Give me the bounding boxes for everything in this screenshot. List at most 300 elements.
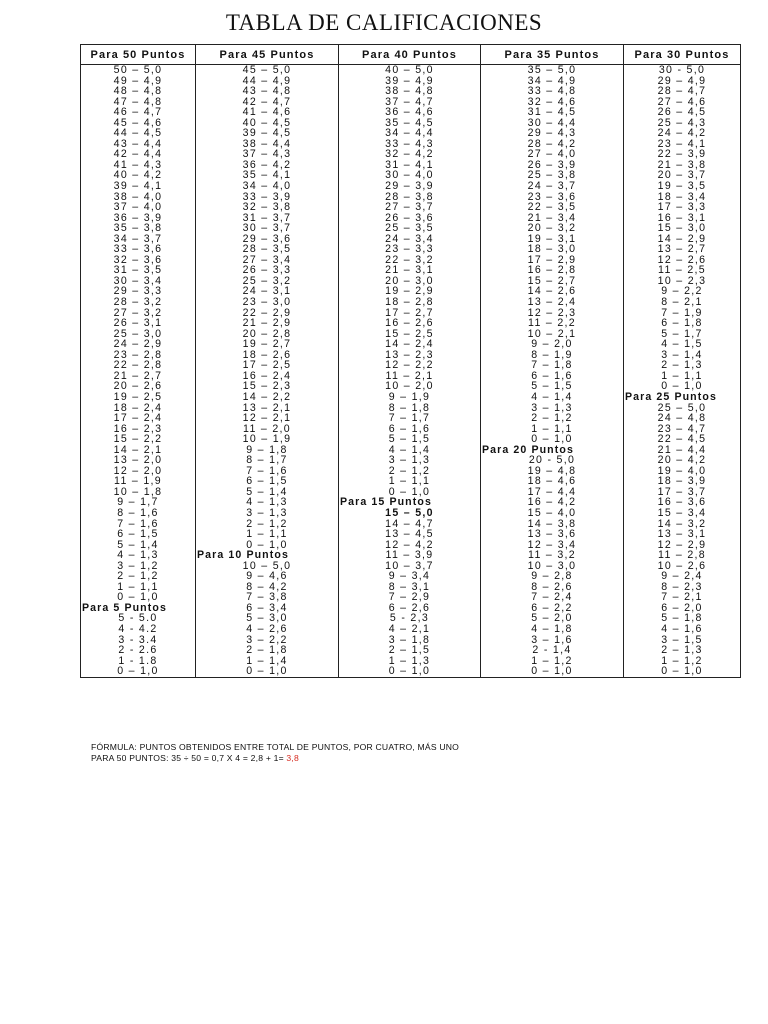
grade-cell: 15 – 2,3 [196,381,339,392]
grade-cell: 34 – 4,4 [339,128,481,139]
grade-cell: 41 – 4,6 [196,107,339,118]
grade-cell: 2 - 1,4 [481,645,624,656]
grade-cell: 26 – 3,6 [339,213,481,224]
grade-cell: 28 – 4,2 [481,139,624,150]
grade-cell: 25 – 3,5 [339,223,481,234]
grade-cell: 9 – 4,6 [196,571,339,582]
grade-cell: 27 – 3,7 [339,202,481,213]
grade-cell: 20 – 4,2 [624,455,741,466]
grade-cell: 4 – 1,4 [481,392,624,403]
grade-cell: 0 – 1,0 [624,381,741,392]
table-row [81,76,741,87]
grade-cell: 1 – 1,1 [624,371,741,382]
grade-cell: 31 – 4,5 [481,107,624,118]
grade-cell: 2 – 1,2 [81,571,196,582]
grade-cell: 5 – 1,4 [196,487,339,498]
grade-cell: 40 – 5,0 [339,65,481,76]
table-row [81,244,741,255]
grade-cell: 1 – 1,2 [481,656,624,667]
grade-cell: 16 – 2,4 [196,371,339,382]
grade-cell: 13 – 4,5 [339,529,481,540]
table-row [81,276,741,287]
grade-cell: 5 – 2,0 [481,613,624,624]
grade-cell: 31 – 3,7 [196,213,339,224]
table-row [81,308,741,319]
grade-cell: 6 – 3,4 [196,603,339,614]
grade-cell: 18 – 2,6 [196,350,339,361]
grade-cell: 9 – 1,9 [339,392,481,403]
grade-cell: 5 – 1,5 [339,434,481,445]
grade-cell: 16 – 2,3 [81,424,196,435]
grade-cell: 7 – 2,1 [624,592,741,603]
grade-cell: 4 – 1,4 [339,445,481,456]
grade-cell: 17 – 2,9 [481,255,624,266]
grade-cell: 8 – 1,8 [339,403,481,414]
grade-cell: 13 – 3,1 [624,529,741,540]
header-row [81,45,741,65]
grade-cell: 42 – 4,7 [196,97,339,108]
grade-cell: 23 – 4,7 [624,424,741,435]
grade-cell: 3 – 1,3 [481,403,624,414]
grade-cell: 17 – 3,7 [624,487,741,498]
grade-cell: 7 – 1,8 [481,360,624,371]
grade-cell: 43 – 4,4 [81,139,196,150]
grade-cell: 29 – 4,3 [481,128,624,139]
grade-cell: 11 – 2,5 [624,265,741,276]
grade-cell: 21 – 2,7 [81,371,196,382]
grade-cell: 21 – 3,1 [339,265,481,276]
table-row [81,519,741,530]
grade-cell: 16 – 3,6 [624,497,741,508]
grade-cell: 8 – 4,2 [196,582,339,593]
grade-cell: 29 – 4,9 [624,76,741,87]
grade-cell: 38 – 4,0 [81,192,196,203]
grade-cell: 28 – 3,5 [196,244,339,255]
table-row [81,65,741,76]
grade-cell: 37 – 4,3 [196,149,339,160]
grade-cell: 12 – 3,4 [481,540,624,551]
grade-cell: 30 – 3,7 [196,223,339,234]
grade-cell: 33 – 3,9 [196,192,339,203]
table-row [81,466,741,477]
grade-cell: 0 – 1,0 [624,666,741,677]
grade-cell: 40 – 4,2 [81,170,196,181]
grade-cell: 0 – 1,0 [481,666,624,677]
table-row [81,160,741,171]
formula-note: FÓRMULA: PUNTOS OBTENIDOS ENTRE TOTAL DE PUNTOS, POR CUATRO, MÁS UNO [91,742,460,752]
grade-cell: 24 – 2,9 [81,339,196,350]
grade-cell: 15 – 2,5 [339,329,481,340]
grade-cell: 38 – 4,4 [196,139,339,150]
table-row [81,571,741,582]
grade-cell: 13 – 2,3 [339,350,481,361]
grade-cell: 44 – 4,9 [196,76,339,87]
grade-cell: 5 - 5.0 [81,613,196,624]
grade-cell: 11 – 2,2 [481,318,624,329]
grade-cell: 26 – 4,5 [624,107,741,118]
grade-cell: 16 – 3,1 [624,213,741,224]
grade-cell: 30 - 5,0 [624,65,741,76]
grade-cell: 1 - 1.8 [81,656,196,667]
table-row [81,635,741,646]
grade-cell: 45 – 4,6 [81,118,196,129]
grade-cell: 30 – 4,0 [339,170,481,181]
grade-cell: 7 – 1,7 [339,413,481,424]
grade-cell: 19 – 2,7 [196,339,339,350]
grade-cell: 38 – 4,8 [339,86,481,97]
grade-cell: 16 – 4,2 [481,497,624,508]
grade-cell: 13 – 2,4 [481,297,624,308]
grades-table [80,44,741,678]
grade-cell: 10 – 5,0 [196,561,339,572]
grade-cell: 2 – 1,2 [481,413,624,424]
grade-cell: 13 – 2,1 [196,403,339,414]
grade-cell: 36 – 4,6 [339,107,481,118]
grade-cell: 9 – 2,0 [481,339,624,350]
grade-cell: 32 – 3,8 [196,202,339,213]
table-row [81,645,741,656]
grade-cell: 26 – 3,3 [196,265,339,276]
grade-cell: 22 – 3,9 [624,149,741,160]
grade-cell: 27 – 3,4 [196,255,339,266]
grade-cell: 1 – 1,1 [481,424,624,435]
grade-cell: 12 – 2,2 [339,360,481,371]
grade-cell: 29 – 3,3 [81,286,196,297]
grade-cell: 18 – 3,0 [481,244,624,255]
grade-cell: 10 – 2,1 [481,329,624,340]
grade-cell: 12 – 2,1 [196,413,339,424]
grade-cell: 22 – 3,5 [481,202,624,213]
grade-cell: 6 – 1,6 [339,424,481,435]
table-row [81,286,741,297]
grade-cell: 4 – 2,1 [339,624,481,635]
grade-cell: 12 – 2,9 [624,540,741,551]
table-row [81,592,741,603]
header-50-points: Para 50 Puntos [81,45,196,65]
grade-cell: 15 – 4,0 [481,508,624,519]
grade-cell: 19 – 3,1 [481,234,624,245]
section-header: Para 5 Puntos [81,603,196,614]
header-35-points: Para 35 Puntos [481,45,624,65]
grade-cell: 9 – 1,7 [81,497,196,508]
table-row [81,128,741,139]
grade-cell: 0 – 1,0 [481,434,624,445]
table-row [81,529,741,540]
page-title: TABLA DE CALIFICACIONES [225,10,543,35]
table-row [81,139,741,150]
grade-cell: 26 – 3,9 [481,160,624,171]
grade-cell: 20 – 3,0 [339,276,481,287]
grade-cell: 9 – 2,8 [481,571,624,582]
table-row [81,487,741,498]
table-row [81,350,741,361]
grade-cell: 0 – 1,0 [196,540,339,551]
section-header: Para 25 Puntos [624,392,741,403]
grade-cell: 34 – 4,0 [196,181,339,192]
header-40-points: Para 40 Puntos [339,45,481,65]
grade-cell: 25 – 5,0 [624,403,741,414]
table-row [81,656,741,667]
grade-cell: 10 – 3,0 [481,561,624,572]
grade-cell: 14 – 4,7 [339,519,481,530]
grade-cell: 11 – 2,8 [624,550,741,561]
grade-cell: 43 – 4,8 [196,86,339,97]
grade-cell: 25 – 4,3 [624,118,741,129]
grade-cell: 39 – 4,9 [339,76,481,87]
section-header: Para 20 Puntos [481,445,624,456]
grade-cell: 3 – 1,3 [196,508,339,519]
grade-cell: 19 – 2,9 [339,286,481,297]
grade-cell: 20 – 3,2 [481,223,624,234]
table-row [81,666,741,677]
grade-cell: 4 – 1,8 [481,624,624,635]
grade-cell: 2 – 1,2 [196,519,339,530]
grade-cell: 15 – 2,7 [481,276,624,287]
grade-cell: 5 – 1,7 [624,329,741,340]
grade-cell: 23 – 2,8 [81,350,196,361]
grade-cell: 11 – 3,9 [339,550,481,561]
grade-cell: 8 – 2,6 [481,582,624,593]
grade-cell: 19 – 4,8 [481,466,624,477]
grade-cell: 6 – 1,8 [624,318,741,329]
header-30-points: Para 30 Puntos [624,45,741,65]
table-row [81,107,741,118]
grade-cell: 2 – 1,8 [196,645,339,656]
table-row [81,582,741,593]
grade-cell: 4 – 1,3 [81,550,196,561]
table-row [81,561,741,572]
grade-cell: 33 – 4,8 [481,86,624,97]
section-header: Para 10 Puntos [196,550,339,561]
grade-cell: 15 – 2,2 [81,434,196,445]
grade-cell: 44 – 4,5 [81,128,196,139]
grade-cell: 2 – 1,3 [624,360,741,371]
grade-cell: 34 – 3,7 [81,234,196,245]
table-row [81,97,741,108]
grade-cell: 1 – 1,1 [339,476,481,487]
grade-cell: 35 – 4,1 [196,170,339,181]
grade-cell: 1 – 1,1 [81,582,196,593]
grade-cell: 12 – 2,3 [481,308,624,319]
grade-cell: 28 – 4,7 [624,86,741,97]
grade-cell: 3 – 2,2 [196,635,339,646]
grade-cell: 9 – 3,4 [339,571,481,582]
grade-cell: 8 – 3,1 [339,582,481,593]
grade-cell: 6 – 1,5 [81,529,196,540]
grade-cell: 28 – 3,2 [81,297,196,308]
grade-cell: 7 – 3,8 [196,592,339,603]
table-row [81,265,741,276]
formula-example [91,753,299,763]
grade-cell: 3 – 1,6 [481,635,624,646]
grade-cell: 48 – 4,8 [81,86,196,97]
grade-cell: 46 – 4,7 [81,107,196,118]
table-row [81,613,741,624]
grade-cell: 10 – 2,6 [624,561,741,572]
grade-cell: 25 – 3,0 [81,329,196,340]
grade-cell: 49 – 4,9 [81,76,196,87]
grade-cell: 2 – 1,5 [339,645,481,656]
table-row [81,445,741,456]
grade-cell: 21 – 3,4 [481,213,624,224]
grade-cell: 39 – 4,1 [81,181,196,192]
grade-cell: 7 – 2,4 [481,592,624,603]
grade-cell: 14 – 3,2 [624,519,741,530]
grade-cell: 19 – 4,0 [624,466,741,477]
grade-cell: 28 – 3,8 [339,192,481,203]
grade-cell: 5 – 1,5 [481,381,624,392]
grade-cell: 24 – 4,8 [624,413,741,424]
grade-cell: 50 – 5,0 [81,65,196,76]
grade-cell: 6 – 1,5 [196,476,339,487]
grade-cell: 5 - 2,3 [339,613,481,624]
grade-cell: 16 – 2,8 [481,265,624,276]
table-row [81,497,741,508]
grade-cell: 9 – 1,8 [196,445,339,456]
grade-cell: 30 – 4,4 [481,118,624,129]
grade-cell: 30 – 3,4 [81,276,196,287]
grade-cell: 10 – 1,8 [81,487,196,498]
grade-cell: 39 – 4,5 [196,128,339,139]
table-row [81,297,741,308]
grade-cell: 29 – 3,6 [196,234,339,245]
grade-cell: 35 – 5,0 [481,65,624,76]
grade-cell: 11 – 1,9 [81,476,196,487]
grade-cell: 33 – 4,3 [339,139,481,150]
grade-cell: 7 – 1,9 [624,308,741,319]
table-row [81,255,741,266]
grade-cell: 3 – 1,4 [624,350,741,361]
grade-cell: 25 – 3,8 [481,170,624,181]
table-row [81,360,741,371]
grade-cell: 14 – 2,6 [481,286,624,297]
table-row [81,403,741,414]
grade-cell: 10 – 2,0 [339,381,481,392]
grade-cell: 14 – 2,1 [81,445,196,456]
grade-cell: 24 – 3,4 [339,234,481,245]
table-row [81,234,741,245]
table-row [81,213,741,224]
grade-cell: 18 – 3,9 [624,476,741,487]
grade-cell: 35 – 4,5 [339,118,481,129]
grade-cell: 1 – 1,2 [624,656,741,667]
grade-cell: 16 – 2,6 [339,318,481,329]
grade-cell: 19 – 2,5 [81,392,196,403]
grade-cell: 1 – 1,4 [196,656,339,667]
grade-cell: 17 – 3,3 [624,202,741,213]
grade-cell: 24 – 3,1 [196,286,339,297]
grade-cell: 25 – 3,2 [196,276,339,287]
grade-cell: 45 – 5,0 [196,65,339,76]
grade-cell: 20 – 3,7 [624,170,741,181]
table-row [81,392,741,403]
table-row [81,318,741,329]
grade-cell: 29 – 3,9 [339,181,481,192]
table-row [81,202,741,213]
grade-cell: 24 – 4,2 [624,128,741,139]
grade-cell: 17 – 2,4 [81,413,196,424]
grade-cell: 26 – 3,1 [81,318,196,329]
grade-cell: 4 - 4.2 [81,624,196,635]
table-row [81,624,741,635]
grade-cell: 12 – 2,0 [81,466,196,477]
grade-cell: 4 – 2,6 [196,624,339,635]
grade-cell: 42 – 4,4 [81,149,196,160]
grade-cell: 12 – 2,6 [624,255,741,266]
grade-cell: 17 – 4,4 [481,487,624,498]
grade-cell: 27 – 3,2 [81,308,196,319]
grade-cell: 13 – 2,7 [624,244,741,255]
table-row [81,149,741,160]
grade-cell: 6 – 2,2 [481,603,624,614]
grade-cell: 1 – 1,1 [196,529,339,540]
grade-cell: 12 – 4,2 [339,540,481,551]
grade-cell: 32 – 3,6 [81,255,196,266]
grade-cell: 19 – 3,5 [624,181,741,192]
grade-cell: 4 – 1,3 [196,497,339,508]
table-row [81,424,741,435]
grade-cell: 14 – 3,8 [481,519,624,530]
grade-cell: 0 – 1,0 [196,666,339,677]
grade-cell: 21 – 3,8 [624,160,741,171]
grade-cell: 32 – 4,6 [481,97,624,108]
grade-cell: 14 – 2,9 [624,234,741,245]
grade-cell: 6 – 1,6 [481,371,624,382]
table-row [81,86,741,97]
grade-cell: 18 – 2,4 [81,403,196,414]
grade-cell: 0 – 1,0 [81,592,196,603]
grade-cell: 18 – 4,6 [481,476,624,487]
grade-cell: 5 – 1,4 [81,540,196,551]
grade-cell: 2 – 1,3 [624,645,741,656]
grade-cell: 37 – 4,0 [81,202,196,213]
table-row [81,476,741,487]
grade-cell: 21 – 2,9 [196,318,339,329]
grade-cell: 6 – 2,0 [624,603,741,614]
grade-cell: 10 – 2,3 [624,276,741,287]
grade-cell: 22 – 2,8 [81,360,196,371]
grade-cell: 32 – 4,2 [339,149,481,160]
grade-cell: 2 – 1,2 [339,466,481,477]
grade-cell: 17 – 2,7 [339,308,481,319]
grade-cell: 3 – 1,3 [339,455,481,466]
grade-cell: 8 – 1,6 [81,508,196,519]
grade-cell: 0 – 1,0 [81,666,196,677]
grade-cell: 7 – 1,6 [81,519,196,530]
grades-body [81,65,741,678]
grade-cell: 20 - 5,0 [481,455,624,466]
grade-cell: 8 – 1,9 [481,350,624,361]
table-row [81,550,741,561]
grade-cell: 31 – 4,1 [339,160,481,171]
grade-cell: 22 – 2,9 [196,308,339,319]
grade-cell: 4 – 1,6 [624,624,741,635]
table-row [81,339,741,350]
formula-example-result: 3,8 [286,753,299,763]
table-row [81,118,741,129]
header-45-points: Para 45 Puntos [196,45,339,65]
grade-cell: 13 – 2,0 [81,455,196,466]
grade-cell: 24 – 3,7 [481,181,624,192]
grade-cell: 3 - 3.4 [81,635,196,646]
grade-cell: 8 – 2,3 [624,582,741,593]
grade-cell: 23 – 3,3 [339,244,481,255]
grade-cell: 21 – 4,4 [624,445,741,456]
table-row [81,455,741,466]
grade-cell: 4 – 1,5 [624,339,741,350]
grade-cell: 23 – 3,6 [481,192,624,203]
grade-cell: 14 – 2,4 [339,339,481,350]
